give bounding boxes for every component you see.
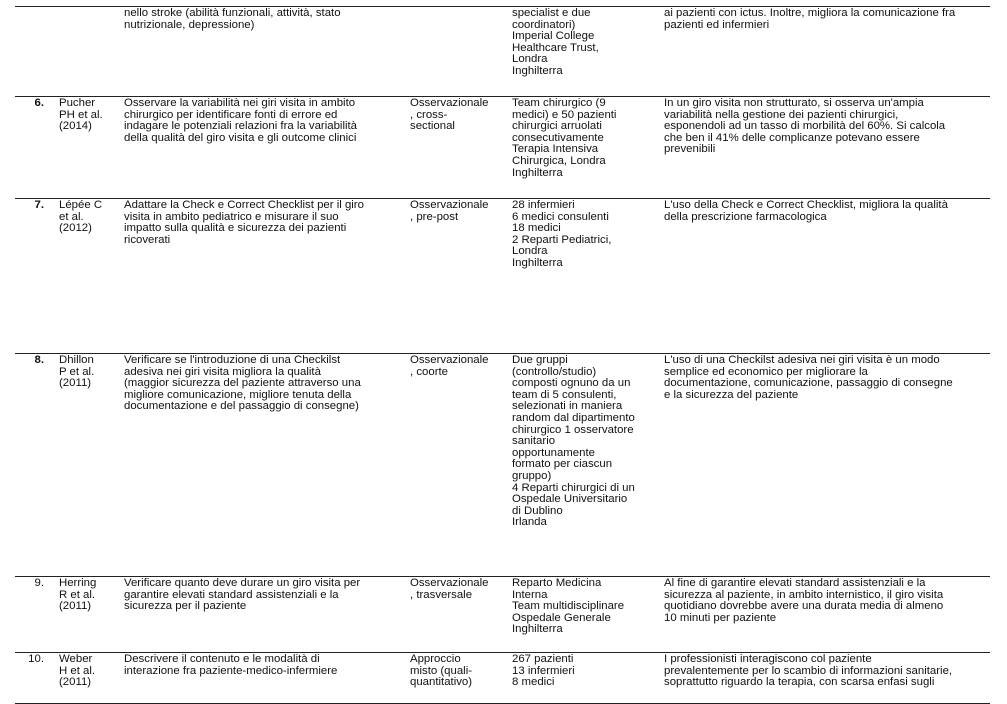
design-cell: Approccio misto (quali- quantitativo) [410, 653, 473, 689]
objective-cell: nello stroke (abilità funzionali, attività, stato nutrizionale, depressione) [124, 7, 341, 31]
objective-cell: Verificare se l'introduzione di una Checkilst adesiva nei giri visita migliora la qualità (maggior sicurezza del paziente attraverso una migliore comunicazione, migliore tenuta della documentazione e del passaggio di consegne) [124, 354, 361, 413]
author-cell: Herring R et al. (2011) [59, 577, 97, 613]
results-cell: In un giro visita non strutturato, si osserva un'ampia variabilità nella gestione dei pazienti chirurgici, esponendoli ad un tasso di morbilità del 60%. Si calcola che ben il 41% delle complicanze potevano essere prevenibili [664, 97, 946, 156]
row-number: 8. [34, 354, 44, 366]
setting-cell: 267 pazienti 13 infermieri 8 medici [512, 653, 575, 689]
author-cell: Pucher PH et al. (2014) [59, 97, 103, 133]
row-number: 7. [34, 199, 44, 211]
results-cell: Al fine di garantire elevati standard assistenziali e la sicurezza al paziente, in ambito internistico, il giro visita quotidiano dovrebbe avere una durata media di almeno 10 minuti per paziente [664, 577, 944, 624]
author-cell: Dhillon P et al. (2011) [59, 354, 95, 390]
objective-cell: Verificare quanto deve durare un giro visita per garantire elevati standard assistenziali e la sicurezza per il paziente [124, 577, 361, 613]
results-cell: L'uso di una Checkilst adesiva nei giri visita è un modo semplice ed economico per migliorare la documentazione, comunicazione, passaggio di consegne e la sicurezza del paziente [664, 354, 953, 401]
setting-cell: Due gruppi (controllo/studio) composti ognuno da un team di 5 consulenti, selezionati in maniera random dal dipartimento chirurgico 1 osservatore sanitario opportunamente formato per ciascun gruppo) 4 Reparti chirurgici di un Ospedale Universitario di Dublino Irlanda [512, 354, 635, 529]
row-number: 6. [34, 97, 44, 109]
setting-cell: Team chirurgico (9 medici) e 50 pazienti chirurgici arruolati consecutivamente Terapia Intensiva Chirurgica, Londra Inghilterra [512, 97, 617, 179]
setting-cell: Reparto Medicina Interna Team multidisciplinare Ospedale Generale Inghilterra [512, 577, 625, 636]
objective-cell: Osservare la variabilità nei giri visita in ambito chirurgico per identificare fonti di errore ed indagare le potenziali relazioni fra la variabilità della qualità del giro visita e gli outcome clinici [124, 97, 358, 144]
author-cell: Lépée C et al. (2012) [59, 199, 103, 235]
design-cell: Osservazionale , cross- sectional [410, 97, 489, 133]
row-number: 9. [34, 577, 44, 589]
row-number: 10. [28, 653, 44, 665]
author-cell: Weber H et al. (2011) [59, 653, 96, 689]
design-cell: Osservazionale , trasversale [410, 577, 489, 601]
design-cell: Osservazionale , coorte [410, 354, 489, 378]
results-cell: I professionisti interagiscono col paziente prevalentemente per lo scambio di informazioni sanitarie, soprattutto riguardo la terapia, con scarsa enfasi sugli [664, 653, 953, 689]
results-cell: ai pazienti con ictus. Inoltre, migliora la comunicazione fra pazienti ed infermieri [664, 7, 956, 31]
objective-cell: Adattare la Check e Correct Checklist per il giro visita in ambito pediatrico e misurare il suo impatto sulla qualità e sicurezza dei pazienti ricoverati [124, 199, 364, 246]
results-cell: L'uso della Check e Correct Checklist, migliora la qualità della prescrizione farmacologica [664, 199, 948, 223]
objective-cell: Descrivere il contenuto e le modalità di interazione fra paziente-medico-infermiere [124, 653, 338, 677]
setting-cell: 28 infermieri 6 medici consulenti 18 medici 2 Reparti Pediatrici, Londra Inghilterra [512, 199, 612, 269]
setting-cell: specialist e due coordinatori) Imperial College Healthcare Trust, Londra Inghilterra [512, 7, 599, 77]
design-cell: Osservazionale , pre-post [410, 199, 489, 223]
